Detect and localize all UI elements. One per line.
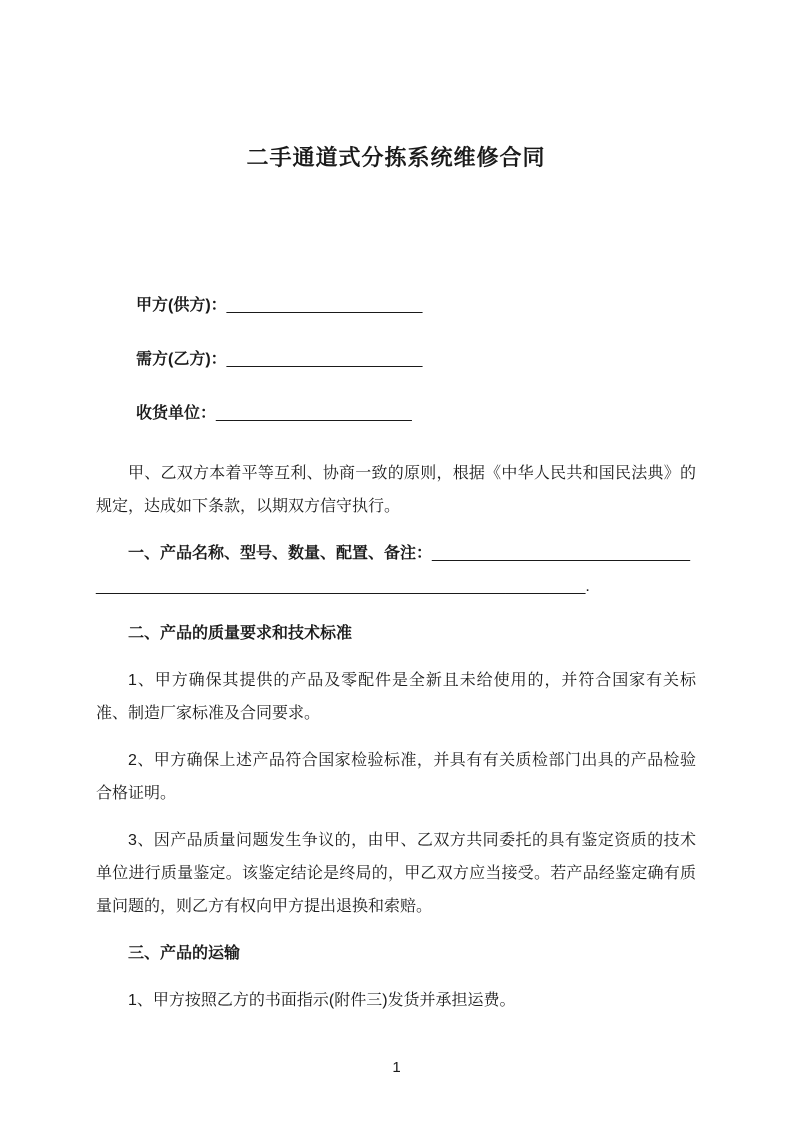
section1-blank: ____________________________________________________________________________________. [96,545,691,595]
receiver-label: 收货单位： [136,405,217,422]
receiver-blank: ______________________ [216,405,412,422]
page-number: 1 [392,1059,401,1076]
section2-item-3: 3、因产品质量问题发生争议的，由甲、乙双方共同委托的具有鉴定资质的技术单位进行质量鉴定。该鉴定结论是终局的，甲乙双方应当接受。若产品经鉴定确有质量问题的，则乙方有权向甲方提出退换和索赔。 [96,832,696,915]
party-a-line [96,295,696,316]
section1-label: 一、产品名称、型号、数量、配置、备注： [128,545,433,562]
section2-item-1: 1、甲方确保其提供的产品及零配件是全新且未给使用的，并符合国家有关标准、制造厂家标准及合同要求。 [96,672,696,722]
section2-item-2: 2、甲方确保上述产品符合国家检验标准，并具有有关质检部门出具的产品检验合格证明。 [96,752,696,802]
party-a-label: 甲方(供方)： [136,297,227,314]
party-b-line [96,349,696,370]
receiver-line [96,403,696,424]
section3-heading: 三、产品的运输 [128,945,241,962]
document-title: 二手通道式分拣系统维修合同 [246,145,546,170]
section1-line [96,537,696,603]
party-b-blank: ______________________ [226,351,423,368]
party-a-blank: ______________________ [226,297,423,314]
section2-heading: 二、产品的质量要求和技术标准 [128,625,353,642]
intro-paragraph: 甲、乙双方本着平等互利、协商一致的原则，根据《中华人民共和国民法典》的规定，达成如下条款，以期双方信守执行。 [96,465,696,515]
party-b-label: 需方(乙方)： [136,351,227,368]
section3-item-1: 1、甲方按照乙方的书面指示(附件三)发货并承担运费。 [128,992,516,1009]
parties-block [96,295,696,424]
